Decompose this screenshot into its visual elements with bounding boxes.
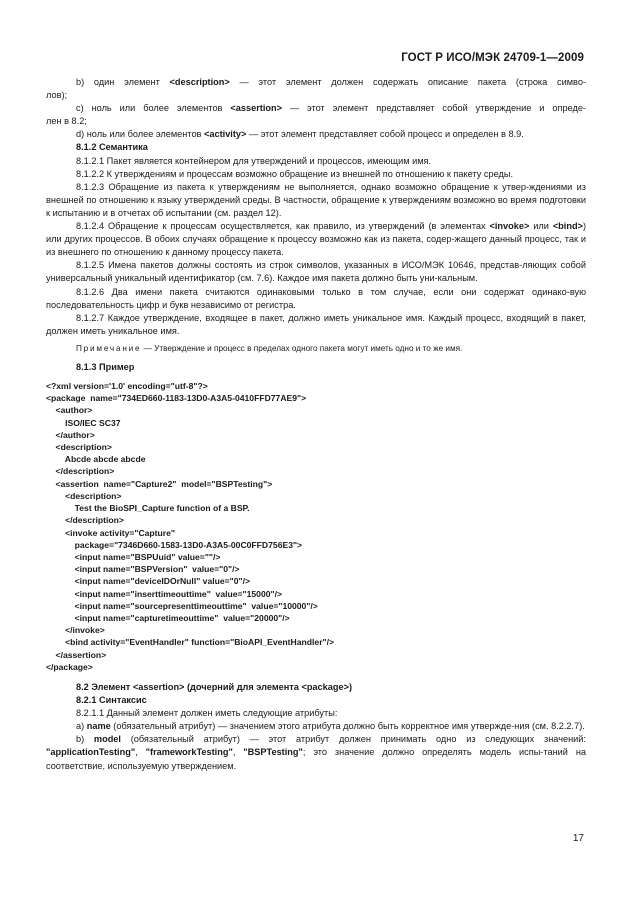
- list-item-c: c) ноль или более элементов <assertion> — этот элемент представляет собой утверждение и опреде-: [76, 103, 586, 114]
- code-line: </invoke>: [46, 625, 105, 636]
- section-heading-812: 8.1.2 Семантика: [76, 142, 148, 153]
- paragraph-8121: 8.1.2.1 Пакет является контейнером для утверждений и процессов, имеющим имя.: [76, 155, 432, 166]
- code-line: </description>: [46, 515, 124, 526]
- code-line: <description>: [46, 490, 122, 501]
- code-line: Abcde abcde abcde: [46, 454, 146, 465]
- code-line: <package name="734ED660-1183-13D0-A3A5-0410FFD77AE9">: [46, 393, 307, 404]
- page-content: [46, 76, 586, 773]
- code-line: package="7346D660-1583-13D0-A3A5-00C0FFD756E3">: [46, 539, 303, 550]
- code-line: </author>: [46, 429, 95, 440]
- page-number: 17: [572, 833, 584, 844]
- paragraph-8123: 8.1.2.3 Обращение из пакета к утверждениям не выполняется, однако возможно обращение к утвер-ждениями из внешней по отношению к языку утверждений среды. В частности, обращение к утверждениям возможно во время подготовки к испытанию и в отчетах об испытании (см. раздел 12).: [46, 181, 586, 218]
- code-line: </package>: [46, 661, 93, 672]
- note-label: Примечание: [76, 343, 142, 353]
- code-line: <input name="BSPVersion" value="0"/>: [46, 564, 240, 575]
- attribute-item-a: a) name (обязательный атрибут) — значением этого атрибута должно быть корректное имя утвержде-ния (см. 8.2.2.7).: [76, 721, 585, 732]
- attribute-item-b: b) model (обязательный атрибут) — этот атрибут должен принимать одно из следующих значений: "applicationTesting", "frameworkTesting", "BSPTesting"; это значение должно определять модель испы-таний на соответствие, используемую утверждением.: [46, 734, 586, 771]
- paragraph-8125: 8.1.2.5 Имена пакетов должны состоять из строк символов, указанных в ИСО/МЭК 10646, представ-ляющих собой универсальный уникальный идентификатор (см. 7.6). Каждое имя пакета должно быть уни-кальным.: [46, 260, 586, 284]
- list-item-b-cont: лов);: [46, 90, 68, 101]
- code-line: ISO/IEC SC37: [46, 417, 121, 428]
- section-heading-821: 8.2.1 Синтаксис: [76, 695, 147, 706]
- section-heading-813: 8.1.3 Пример: [76, 361, 135, 372]
- note-text: — Утверждение и процесс в пределах одного пакета могут иметь одно и то же имя.: [141, 343, 463, 353]
- paragraph-8124: 8.1.2.4 Обращение к процессам осуществляется, как правило, из утверждений (в элементах <invoke> или <bind>) или других процессов. В обоих случаях обращение к процессу возможно как из пакета, содер-жащего данный процесс, так и из внешнего по отношению к данному процессу пакета.: [46, 221, 586, 258]
- code-line: </assertion>: [46, 649, 107, 660]
- code-line: <author>: [46, 405, 93, 416]
- code-line: <invoke activity="Capture": [46, 527, 175, 538]
- document-header: ГОСТ Р ИСО/МЭК 24709-1—2009: [401, 52, 584, 64]
- code-line: <?xml version='1.0' encoding="utf-8"?>: [46, 381, 208, 392]
- code-line: <bind activity="EventHandler" function="BioAPI_EventHandler"/>: [46, 637, 335, 648]
- list-item-b: b) один элемент <description> — этот элемент должен содержать описание пакета (строка симво-: [76, 77, 586, 87]
- note: [46, 342, 586, 355]
- xml-code-block: [46, 380, 586, 673]
- paragraph-8211: 8.2.1.1 Данный элемент должен иметь следующие атрибуты:: [76, 708, 338, 719]
- code-line: <input name="deviceIDOrNull" value="0"/>: [46, 576, 250, 587]
- code-line: <description>: [46, 442, 112, 453]
- list-item-d: d) ноль или более элементов <activity> — этот элемент представляет собой процесс и определен в 8.9.: [76, 129, 524, 140]
- code-line: <input name="inserttimeouttime" value="15000"/>: [46, 588, 282, 599]
- code-line: </description>: [46, 466, 115, 477]
- paragraph-8127: 8.1.2.7 Каждое утверждение, входящее в пакет, должно иметь уникальное имя. Каждый процесс, входящий в пакет, должен иметь уникальное имя.: [46, 312, 586, 336]
- code-line: Test the BioSPI_Capture function of a BSP.: [46, 503, 250, 514]
- paragraph-8126: 8.1.2.6 Два имени пакета считаются одинаковыми только в том случае, если они содержат одинако-вую последовательность цифр и букв независимо от регистра.: [46, 286, 586, 310]
- paragraph-8122: 8.1.2.2 К утверждениям и процессам возможно обращение из внешней по отношению к пакету среды.: [76, 168, 513, 179]
- code-line: <input name="capturetimeouttime" value="20000"/>: [46, 612, 290, 623]
- code-line: <assertion name="Capture2" model="BSPTesting">: [46, 478, 273, 489]
- list-item-c-cont: лен в 8.2;: [46, 116, 87, 127]
- section-heading-82: 8.2 Элемент <assertion> (дочерний для элемента <package>): [76, 681, 353, 692]
- code-line: <input name="BSPUuid" value=""/>: [46, 551, 221, 562]
- code-line: <input name="sourcepresenttimeouttime" value="10000"/>: [46, 600, 318, 611]
